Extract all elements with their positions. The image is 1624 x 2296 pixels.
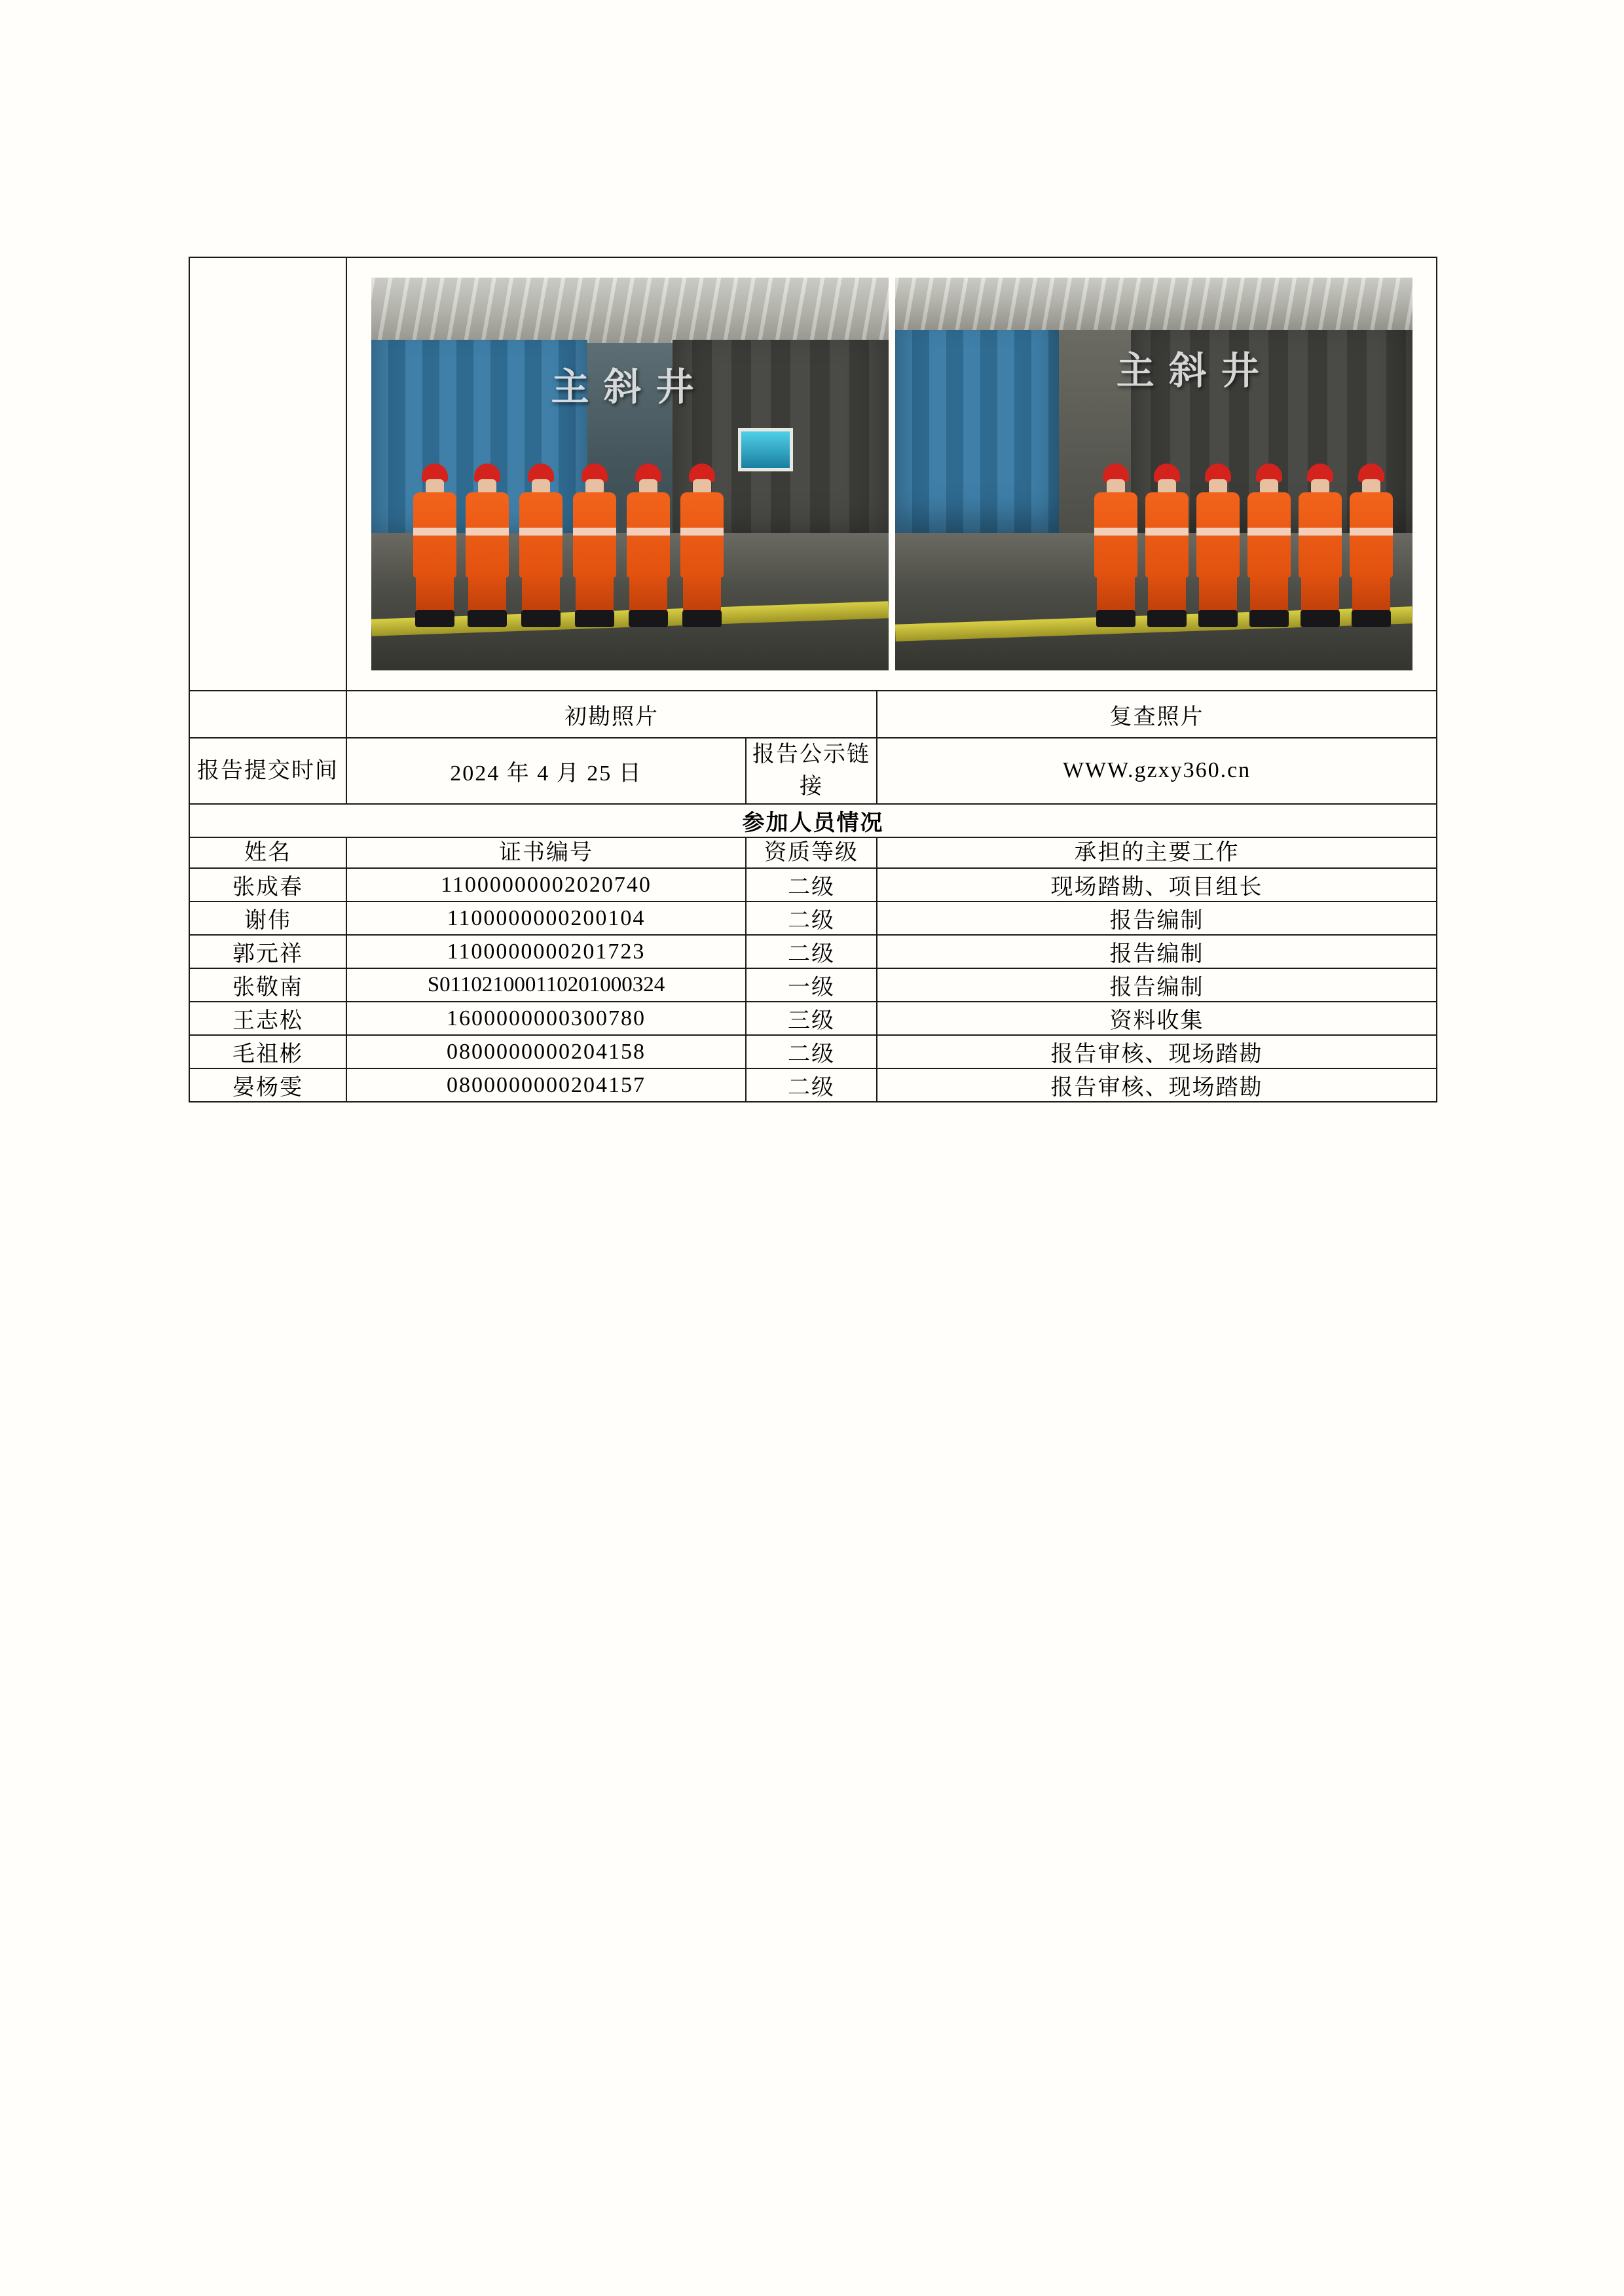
- participant-code: S011021000110201000324: [346, 968, 746, 1002]
- participant-code: 0800000000204157: [346, 1068, 746, 1102]
- participant-level: 一级: [746, 968, 877, 1002]
- participant-work: 报告审核、现场踏勘: [877, 1068, 1437, 1102]
- participant-work: 报告编制: [877, 935, 1437, 968]
- participants-header-row: [189, 837, 1437, 869]
- participant-level: 二级: [746, 1035, 877, 1068]
- caption-row: [189, 691, 1437, 738]
- photo-row-spacer-cell: [189, 257, 346, 691]
- column-header-name: 姓名: [189, 837, 346, 869]
- participant-code: 11000000002020740: [346, 868, 746, 902]
- participant-work: 报告编制: [877, 968, 1437, 1002]
- section-title: 参加人员情况: [189, 804, 1437, 837]
- participant-level: 三级: [746, 1002, 877, 1035]
- site-photo-initial-survey: [371, 278, 889, 670]
- submit-time-label: 报告提交时间: [189, 738, 346, 804]
- column-header-certificate: 证书编号: [346, 837, 746, 869]
- participant-work: 报告编制: [877, 902, 1437, 935]
- participant-code: 1100000000200104: [346, 902, 746, 935]
- participant-work: 现场踏勘、项目组长: [877, 868, 1437, 902]
- photo-portal-sign-left: 主斜井: [551, 366, 709, 409]
- worker-group-left: [371, 431, 889, 627]
- participant-name: 张敬南: [189, 968, 346, 1002]
- public-link-value[interactable]: WWW.gzxy360.cn: [877, 738, 1437, 804]
- meta-row: [189, 738, 1437, 804]
- participant-name: 郭元祥: [189, 935, 346, 968]
- public-link-label: 报告公示链接: [746, 738, 877, 804]
- submit-time-value: 2024 年 4 月 25 日: [346, 738, 746, 804]
- table-row: [189, 1002, 1437, 1035]
- photo-portal-sign-right: 主斜井: [1116, 350, 1274, 392]
- table-row: [189, 1035, 1437, 1068]
- participant-work: 报告审核、现场踏勘: [877, 1035, 1437, 1068]
- site-photo-review-survey: [895, 278, 1412, 670]
- worker-group-right: [895, 431, 1412, 627]
- table-row: [189, 968, 1437, 1002]
- section-title-row: [189, 804, 1437, 837]
- column-header-work: 承担的主要工作: [877, 837, 1437, 869]
- column-header-level: 资质等级: [746, 837, 877, 869]
- participant-name: 王志松: [189, 1002, 346, 1035]
- photo-caption-review: 复查照片: [877, 691, 1437, 738]
- participant-level: 二级: [746, 1068, 877, 1102]
- table-row: [189, 935, 1437, 968]
- participant-code: 0800000000204158: [346, 1035, 746, 1068]
- participant-work: 资料收集: [877, 1002, 1437, 1035]
- participant-code: 1100000000201723: [346, 935, 746, 968]
- participant-name: 毛祖彬: [189, 1035, 346, 1068]
- photo-caption-initial: 初勘照片: [346, 691, 877, 738]
- participant-level: 二级: [746, 935, 877, 968]
- table-row: [189, 868, 1437, 902]
- participant-name: 谢伟: [189, 902, 346, 935]
- participant-level: 二级: [746, 868, 877, 902]
- photo-cell: [346, 257, 1437, 691]
- participant-name: 晏杨雯: [189, 1068, 346, 1102]
- participant-level: 二级: [746, 902, 877, 935]
- table-row: [189, 1068, 1437, 1102]
- participant-name: 张成春: [189, 868, 346, 902]
- photo-row: [189, 257, 1437, 691]
- report-info-table: [189, 257, 1437, 1102]
- table-row: [189, 902, 1437, 935]
- participant-code: 1600000000300780: [346, 1002, 746, 1035]
- caption-row-spacer-cell: [189, 691, 346, 738]
